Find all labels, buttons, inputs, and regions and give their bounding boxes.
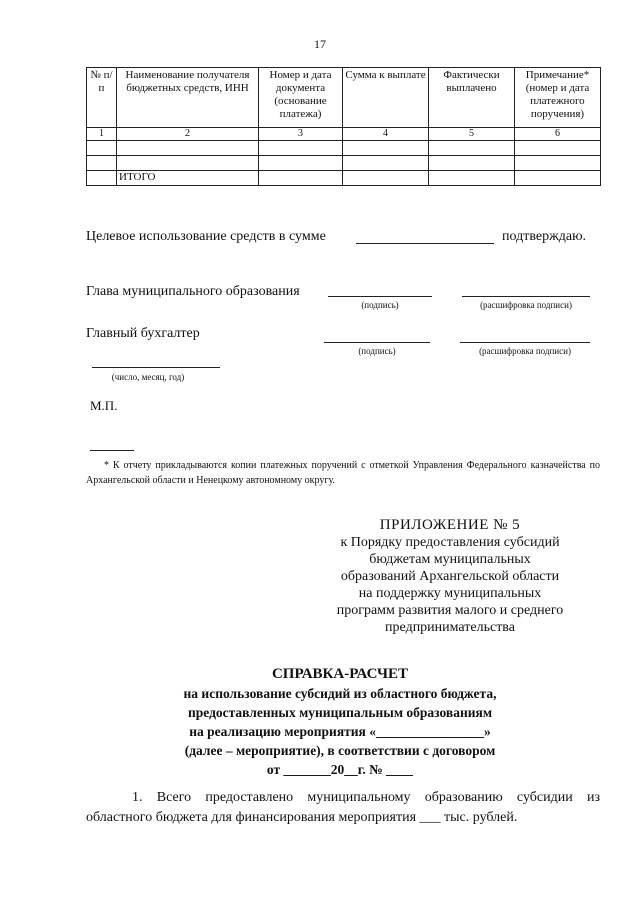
document-title-line: предоставленных муниципальным образованиям bbox=[187, 705, 493, 720]
table-cell bbox=[259, 141, 343, 156]
appendix-line: предпринимательства bbox=[385, 620, 515, 635]
table-cell bbox=[343, 141, 429, 156]
page-number: 17 bbox=[314, 37, 326, 51]
table-cell bbox=[343, 156, 429, 171]
total-label: ИТОГО bbox=[117, 171, 259, 186]
table-cell bbox=[429, 156, 515, 171]
table-cell: 3 bbox=[259, 128, 343, 141]
appendix-block bbox=[300, 517, 600, 636]
table-cell: 6 bbox=[515, 128, 601, 141]
footnote: * К отчету прикладываются копии платежных поручений с отметкой Управления Федерального казначейства по Архангельской области и Ненецкому автономному округу. bbox=[86, 460, 600, 486]
table-cell bbox=[259, 171, 343, 186]
table-cell: 5 bbox=[429, 128, 515, 141]
table-header-cell: № п/п bbox=[87, 68, 117, 128]
table-cell bbox=[429, 141, 515, 156]
confirm-suffix: подтверждаю. bbox=[502, 229, 587, 244]
document-title: СПРАВКА-РАСЧЕТ bbox=[271, 666, 409, 682]
confirm-prefix: Целевое использование средств в сумме bbox=[86, 229, 326, 244]
date-line bbox=[92, 367, 220, 368]
table-header-cell: Номер и дата документа (основание платежа) bbox=[259, 68, 343, 128]
appendix-line: образований Архангельской области bbox=[340, 569, 560, 584]
accountant-decoding-line bbox=[460, 342, 590, 343]
table-header-cell: Наименование получателя бюджетных средств, ИНН bbox=[117, 68, 259, 128]
table-cell bbox=[87, 156, 117, 171]
document-title-block bbox=[150, 665, 530, 779]
table-cell bbox=[87, 141, 117, 156]
table-header-cell: Примечание* (номер и дата платежного поручения) bbox=[515, 68, 601, 128]
table-cell bbox=[87, 171, 117, 186]
table-cell bbox=[117, 141, 259, 156]
amount-blank-line bbox=[356, 243, 494, 244]
appendix-line: к Порядку предоставления субсидий bbox=[340, 535, 560, 550]
table-cell bbox=[259, 156, 343, 171]
seal-mark: М.П. bbox=[90, 398, 118, 413]
table-row bbox=[87, 141, 601, 156]
document-title-line: на использование субсидий из областного бюджета, bbox=[183, 686, 497, 701]
head-decoding-line bbox=[462, 296, 590, 297]
document-title-line: (далее – мероприятие), в соответствии с договором bbox=[184, 743, 496, 758]
head-signature-line bbox=[328, 296, 432, 297]
appendix-line: программ развития малого и среднего bbox=[336, 603, 564, 618]
table-cell bbox=[515, 156, 601, 171]
table-header-cell: Фактически выплачено bbox=[429, 68, 515, 128]
document-title-line: на реализацию мероприятия «________________» bbox=[189, 724, 491, 739]
date-caption: (число, месяц, год) bbox=[111, 372, 185, 382]
table-cell: 2 bbox=[117, 128, 259, 141]
report-table bbox=[86, 67, 601, 186]
accountant-label: Главный бухгалтер bbox=[86, 326, 200, 341]
table-header-row bbox=[87, 68, 601, 128]
document-title-line: от _______20__г. № ____ bbox=[266, 762, 414, 777]
table-column-number-row bbox=[87, 128, 601, 141]
signature-caption: (подпись) bbox=[358, 346, 396, 356]
table-cell: 1 bbox=[87, 128, 117, 141]
table-total-row bbox=[87, 171, 601, 186]
table-cell: 4 bbox=[343, 128, 429, 141]
table-header-cell: Сумма к выплате bbox=[343, 68, 429, 128]
head-label: Глава муниципального образования bbox=[86, 284, 300, 299]
appendix-line: бюджетам муниципальных bbox=[369, 552, 531, 567]
table-cell bbox=[515, 171, 601, 186]
paragraph-1: 1. Всего предоставлено муниципальному образованию субсидии из областного бюджета для финансирования мероприятия ___ тыс. рублей. bbox=[86, 790, 600, 825]
decoding-caption: (расшифровка подписи) bbox=[479, 346, 571, 356]
appendix-line: на поддержку муниципальных bbox=[358, 586, 542, 601]
decoding-caption: (расшифровка подписи) bbox=[480, 300, 572, 310]
footnote-separator bbox=[90, 450, 134, 451]
table-cell bbox=[117, 156, 259, 171]
signature-caption: (подпись) bbox=[361, 300, 399, 310]
table-cell bbox=[343, 171, 429, 186]
table-row bbox=[87, 156, 601, 171]
table-cell bbox=[515, 141, 601, 156]
accountant-signature-line bbox=[324, 342, 430, 343]
table-cell bbox=[429, 171, 515, 186]
appendix-title: ПРИЛОЖЕНИЕ № 5 bbox=[379, 517, 521, 533]
